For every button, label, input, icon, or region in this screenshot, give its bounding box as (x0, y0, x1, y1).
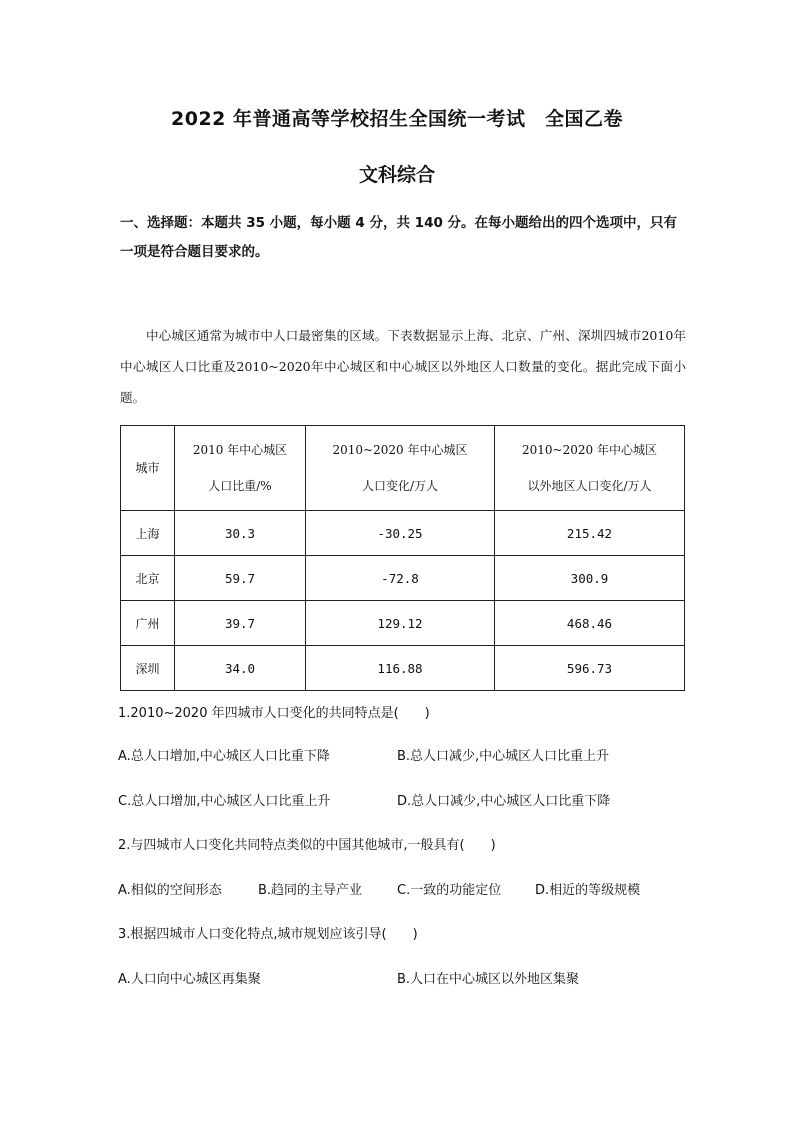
cell-center: 129.12 (306, 601, 495, 646)
question-1-option-d[interactable]: D.总人口减少,中心城区人口比重下降 (397, 794, 611, 809)
header-city: 城市 (121, 426, 175, 511)
cell-share: 39.7 (175, 601, 306, 646)
question-2-option-a[interactable]: A.相似的空间形态 (118, 883, 222, 898)
cell-share: 34.0 (175, 646, 306, 691)
question-3-stem: 3.根据四城市人口变化特点,城市规划应该引导( ) (118, 927, 418, 942)
cell-outer: 596.73 (495, 646, 685, 691)
header-outer-change: 2010~2020 年中心城区 以外地区人口变化/万人 (495, 426, 685, 511)
exam-subtitle: 文科综合 (358, 164, 435, 186)
cell-center: -30.25 (306, 511, 495, 556)
cell-outer: 300.9 (495, 556, 685, 601)
question-1-stem: 1.2010~2020 年四城市人口变化的共同特点是( ) (118, 706, 430, 721)
cell-city: 上海 (121, 511, 175, 556)
question-1-option-b[interactable]: B.总人口减少,中心城区人口比重上升 (397, 749, 610, 764)
cell-center: -72.8 (306, 556, 495, 601)
question-1-option-c[interactable]: C.总人口增加,中心城区人口比重上升 (118, 794, 331, 809)
question-2-stem: 2.与四城市人口变化共同特点类似的中国其他城市,一般具有( ) (118, 838, 496, 853)
table-header-row (121, 426, 685, 511)
header-share: 2010 年中心城区 人口比重/% (175, 426, 306, 511)
population-table (120, 425, 685, 691)
table-row (121, 601, 685, 646)
cell-city: 深圳 (121, 646, 175, 691)
cell-share: 30.3 (175, 511, 306, 556)
table-row (121, 511, 685, 556)
cell-outer: 215.42 (495, 511, 685, 556)
passage-text: 中心城区通常为城市中人口最密集的区域。下表数据显示上海、北京、广州、深圳四城市2010年中心城区人口比重及2010~2020年中心城区和中心城区以外地区人口数量的变化。据此完成下面小题。 (120, 328, 686, 405)
cell-outer: 468.46 (495, 601, 685, 646)
question-2-option-b[interactable]: B.趋同的主导产业 (258, 883, 363, 898)
table-row (121, 556, 685, 601)
question-1-option-a[interactable]: A.总人口增加,中心城区人口比重下降 (118, 749, 330, 764)
exam-title: 2022 年普通高等学校招生全国统一考试 全国乙卷 (171, 108, 623, 130)
table-row (121, 646, 685, 691)
question-3-option-b[interactable]: B.人口在中心城区以外地区集聚 (397, 972, 580, 987)
header-center-change: 2010~2020 年中心城区 人口变化/万人 (306, 426, 495, 511)
cell-center: 116.88 (306, 646, 495, 691)
cell-share: 59.7 (175, 556, 306, 601)
question-3-option-a[interactable]: A.人口向中心城区再集聚 (118, 972, 261, 987)
cell-city: 广州 (121, 601, 175, 646)
question-2-option-d[interactable]: D.相近的等级规模 (535, 883, 641, 898)
section-instructions: 一、选择题：本题共 35 小题，每小题 4 分，共 140 分。在每小题给出的四个选项中，只有一项是符合题目要求的。 (120, 215, 678, 260)
cell-city: 北京 (121, 556, 175, 601)
question-2-option-c[interactable]: C.一致的功能定位 (397, 883, 502, 898)
